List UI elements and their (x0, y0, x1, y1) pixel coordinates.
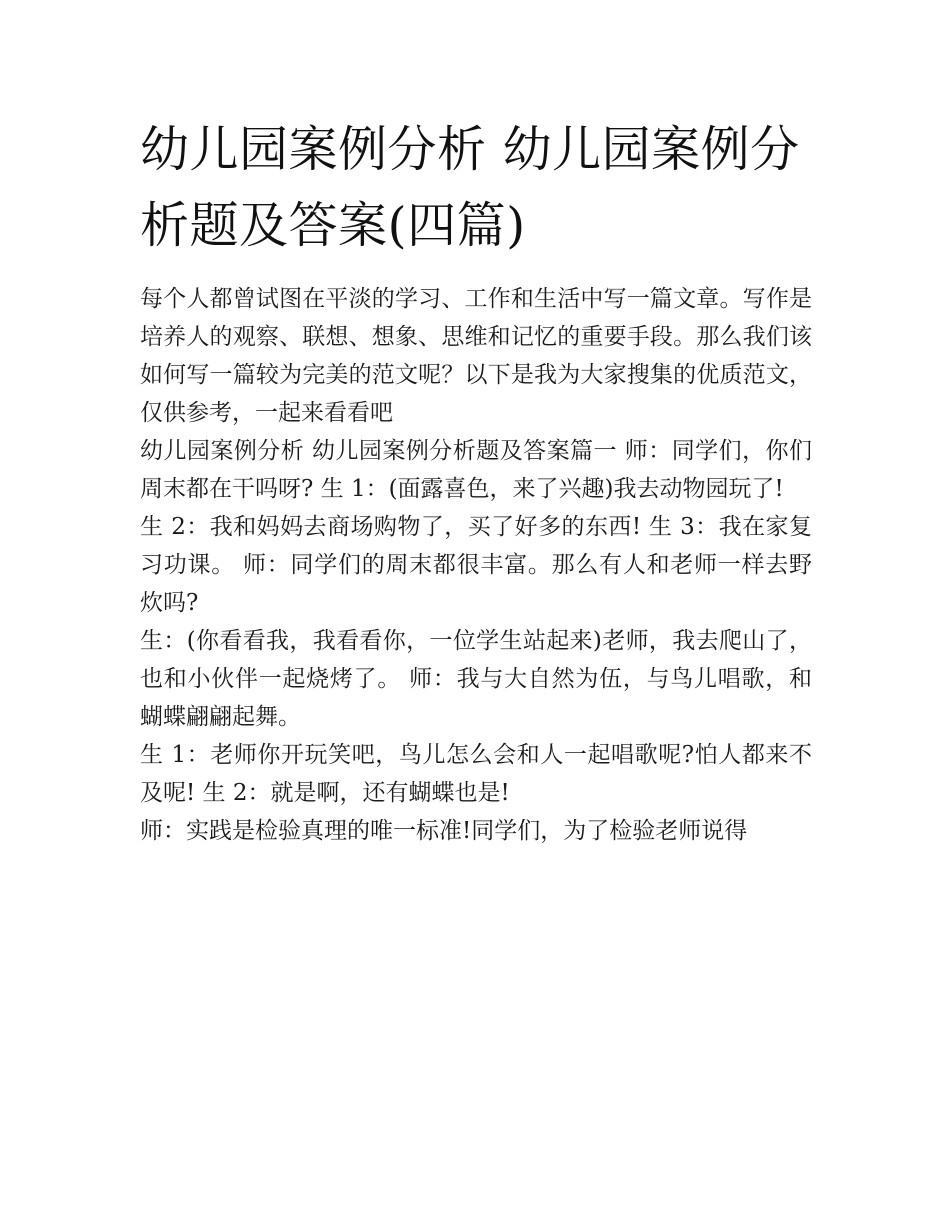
paragraph-case-dialogue-3: 生：(你看看我，我看看你，一位学生站起来)老师，我去爬山了，也和小伙伴一起烧烤了。 师：我与大自然为伍，与鸟儿唱歌，和蝴蝶翩翩起舞。 (140, 628, 812, 730)
paragraph-intro: 每个人都曾试图在平淡的学习、工作和生活中写一篇文章。写作是培养人的观察、联想、想象、思维和记忆的重要手段。那么我们该如何写一篇较为完美的范文呢？以下是我为大家搜集的优质范文，仅供参考，一起来看看吧 (140, 286, 812, 426)
paragraph-case-dialogue-1: 幼儿园案例分析 幼儿园案例分析题及答案篇一 师：同学们，你们周末都在干吗呀? 生 1：(面露喜色，来了兴趣)我去动物园玩了! (140, 438, 812, 502)
paragraph-case-dialogue-2: 生 2：我和妈妈去商场购物了，买了好多的东西! 生 3：我在家复习功课。 师：同学们的周末都很丰富。那么有人和老师一样去野炊吗? (140, 514, 812, 616)
document-title: 幼儿园案例分析 幼儿园案例分析题及答案(四篇) (140, 121, 800, 254)
document-body (140, 112, 812, 850)
paragraph-case-dialogue-4: 生 1：老师你开玩笑吧，鸟儿怎么会和人一起唱歌呢?怕人都来不及呢! 生 2：就是啊，还有蝴蝶也是! (140, 742, 812, 806)
paragraph-case-dialogue-5: 师：实践是检验真理的唯一标准!同学们，为了检验老师说得 (140, 818, 748, 844)
